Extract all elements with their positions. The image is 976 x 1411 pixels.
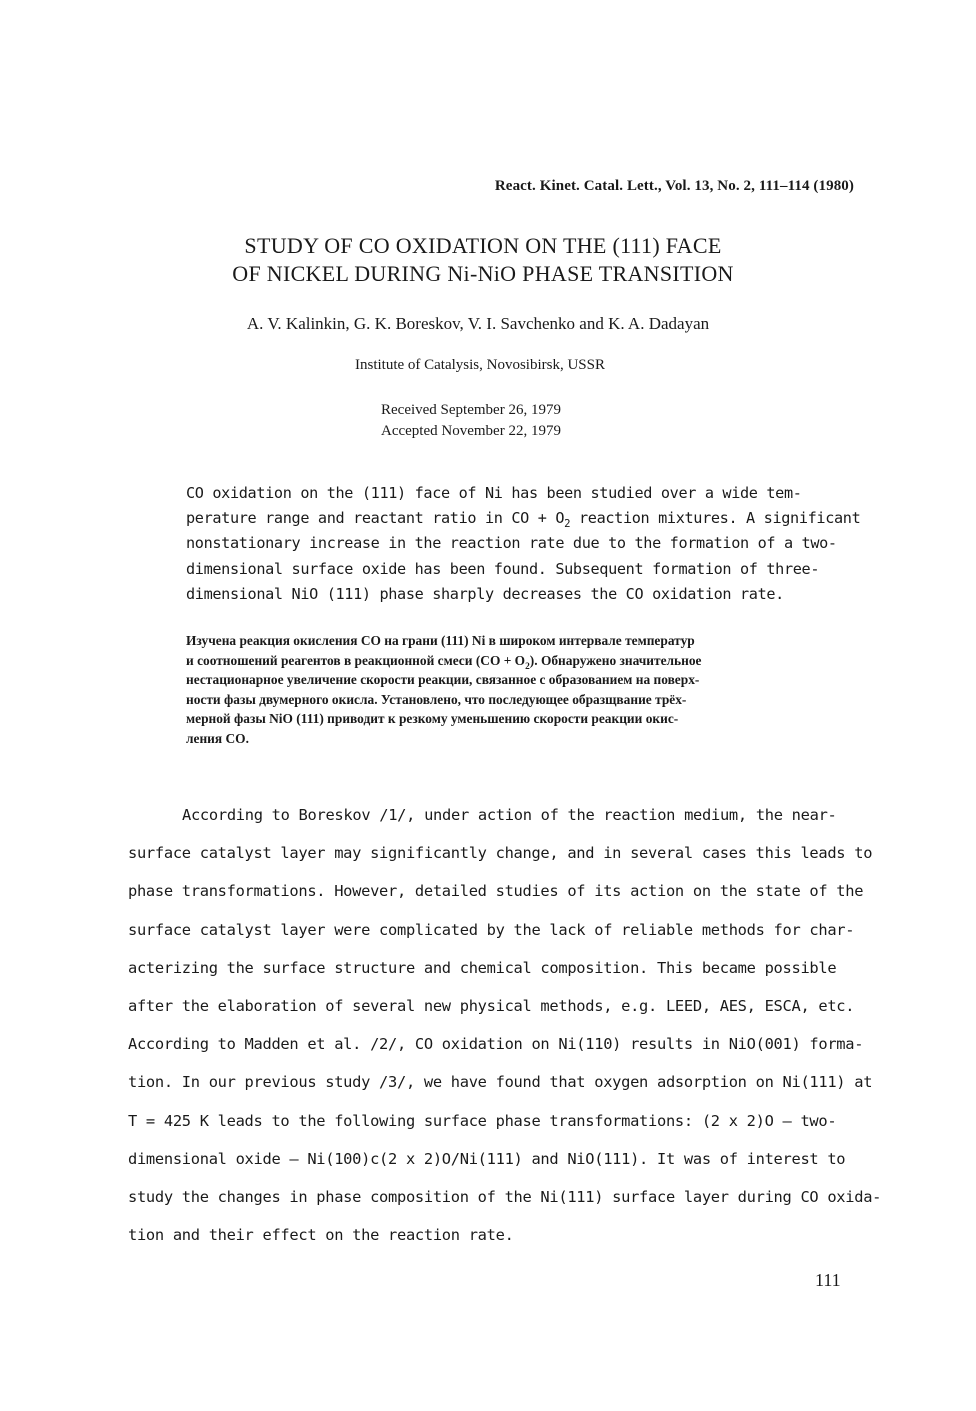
body-line: acterizing the surface structure and chemical composition. This became possible [128, 958, 837, 977]
page-number: 111 [815, 1270, 841, 1290]
abstract-ru-text: ). Обнаружено значительное [529, 652, 702, 668]
body-line: surface catalyst layer were complicated by the lack of reliable methods for char- [128, 920, 855, 939]
abstract-ru-line: нестационарное увеличение скорости реакции, связанное с образованием на поверх- [186, 672, 700, 687]
subscript: 2 [525, 661, 530, 672]
body-line: According to Boreskov /1/, under action of the reaction medium, the near- [182, 806, 837, 824]
abstract-ru-line: ности фазы двумерного окисла. Установлено, что последующее образщвание трёх- [186, 691, 687, 707]
body-paragraph [128, 796, 882, 1254]
abstract-en-line: dimensional NiO (111) phase sharply decreases the CO oxidation rate. [186, 584, 784, 603]
abstract-en-line [186, 506, 866, 531]
title-line-1: STUDY OF CO OXIDATION ON THE (111) FACE [244, 233, 722, 258]
submission-dates [381, 400, 561, 442]
accepted-date: Accepted November 22, 1979 [381, 423, 561, 439]
abstract-ru-line: мерной фазы NiO (111) приводит к резкому уменьшению скорости реакции окис- [186, 711, 679, 726]
abstract-en-text: perature range and reactant ratio in CO + O [186, 509, 565, 528]
abstract-en-line: nonstationary increase in the reaction rate due to the formation of a two- [186, 534, 837, 553]
body-line: tion and their effect on the reaction rate. [128, 1226, 514, 1245]
body-line: surface catalyst layer may significantly change, and in several cases this leads to [128, 844, 873, 863]
abstract-ru-text: и соотношений реагентов в реакционной смеси (CO + O [186, 652, 526, 668]
abstract-en-text: reaction mixtures. A significant [570, 509, 861, 528]
body-line: According to Madden et al. /2/, CO oxidation on Ni(110) results in NiO(001) forma- [128, 1035, 864, 1054]
abstract-english [186, 481, 866, 607]
abstract-ru-line: ления CO. [186, 730, 249, 746]
title-line-2: OF NICKEL DURING Ni-NiO PHASE TRANSITION [232, 261, 734, 286]
body-line: after the elaboration of several new physical methods, e.g. LEED, AES, ESCA, etc. [128, 997, 855, 1016]
journal-citation: React. Kinet. Catal. Lett., Vol. 13, No. 2, 111–114 (1980) [494, 178, 854, 194]
body-line: tion. In our previous study /3/, we have found that oxygen adsorption on Ni(111) at [128, 1073, 873, 1092]
abstract-ru-line [186, 651, 876, 671]
subscript: 2 [564, 517, 571, 531]
institute-affiliation: Institute of Catalysis, Novosibirsk, USSR [354, 357, 605, 373]
body-line: T = 425 K leads to the following surface phase transformations: (2 x 2)O – two- [128, 1111, 837, 1130]
abstract-ru-line: Изучена реакция окисления CO на грани (111) Ni в широком интервале температур [186, 633, 695, 648]
body-line: phase transformations. However, detailed studies of its action on the state of the [128, 882, 864, 901]
abstract-russian [186, 631, 876, 748]
abstract-en-line: CO oxidation on the (111) face of Ni has been studied over a wide tem- [186, 484, 802, 502]
body-line: study the changes in phase composition of the Ni(111) surface layer during CO oxida- [128, 1188, 882, 1207]
body-line: dimensional oxide – Ni(100)c(2 x 2)O/Ni(111) and NiO(111). It was of interest to [128, 1149, 846, 1168]
abstract-en-line: dimensional surface oxide has been found. Subsequent formation of three- [186, 559, 820, 578]
paper-title [0, 232, 976, 288]
received-date: Received September 26, 1979 [381, 402, 561, 418]
author-list: A. V. Kalinkin, G. K. Boreskov, V. I. Savchenko and K. A. Dadayan [246, 314, 710, 333]
